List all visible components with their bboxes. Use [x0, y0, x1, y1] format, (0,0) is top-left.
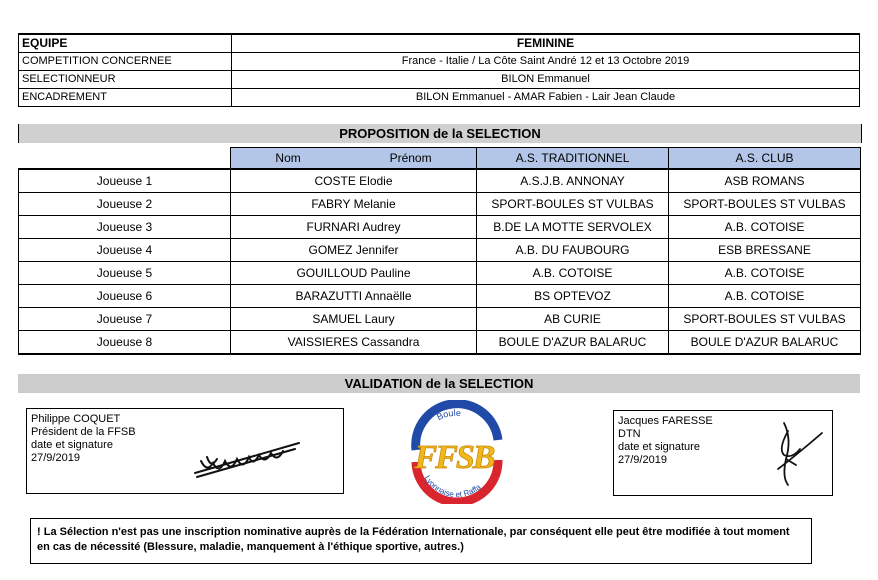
player-label: Joueuse 8: [19, 331, 231, 355]
player-label: Joueuse 7: [19, 308, 231, 331]
player-label: Joueuse 3: [19, 216, 231, 239]
player-as-trad: SPORT-BOULES ST VULBAS: [477, 193, 669, 216]
info-value-equipe: FEMININE: [232, 34, 860, 53]
signature-date: 27/9/2019: [31, 452, 80, 464]
player-label: Joueuse 1: [19, 169, 231, 193]
logo-top-text: Boule: [435, 407, 462, 423]
player-as-trad: AB CURIE: [477, 308, 669, 331]
player-as-club: SPORT-BOULES ST VULBAS: [669, 193, 861, 216]
player-as-trad: BS OPTEVOZ: [477, 285, 669, 308]
info-row-selectionneur: [19, 71, 860, 89]
player-as-trad: BOULE D'AZUR BALARUC: [477, 331, 669, 355]
header-nom: Nom: [275, 151, 301, 165]
signatory-name: Philippe COQUET: [31, 413, 121, 425]
player-name: COSTE Elodie: [231, 169, 477, 193]
signature-box-president: [26, 408, 344, 494]
header-prenom: Prénom: [389, 151, 432, 165]
table-row: [19, 262, 861, 285]
logo-main-text: FFSB: [414, 439, 494, 476]
team-info-table: [18, 33, 860, 107]
player-as-club: A.B. COTOISE: [669, 216, 861, 239]
proposition-title: PROPOSITION de la SELECTION: [18, 124, 862, 143]
logo-bottom-text: Lyonnaise et Raffa: [422, 473, 483, 500]
signature-date: 27/9/2019: [618, 454, 667, 466]
selection-table: [18, 147, 861, 355]
signatory-role: DTN: [618, 428, 641, 440]
info-label-competition: COMPETITION CONCERNEE: [19, 53, 232, 71]
table-row: [19, 308, 861, 331]
handwritten-signature: [187, 433, 307, 483]
table-row: [19, 285, 861, 308]
player-name: VAISSIERES Cassandra: [231, 331, 477, 355]
info-row-equipe: [19, 34, 860, 53]
header-as-club: A.S. CLUB: [669, 148, 861, 170]
player-as-club: SPORT-BOULES ST VULBAS: [669, 308, 861, 331]
player-as-club: ESB BRESSANE: [669, 239, 861, 262]
validation-title: VALIDATION de la SELECTION: [18, 374, 860, 393]
player-name: FABRY Melanie: [231, 193, 477, 216]
info-label-encadrement: ENCADREMENT: [19, 89, 232, 107]
info-label-equipe: EQUIPE: [19, 34, 232, 53]
info-value-competition: France - Italie / La Côte Saint André 12 et 13 Octobre 2019: [232, 53, 860, 71]
info-value-selectionneur: BILON Emmanuel: [232, 71, 860, 89]
player-name: FURNARI Audrey: [231, 216, 477, 239]
table-row: [19, 216, 861, 239]
player-as-club: A.B. COTOISE: [669, 262, 861, 285]
info-row-competition: [19, 53, 860, 71]
ffsb-logo: [390, 400, 520, 504]
player-label: Joueuse 4: [19, 239, 231, 262]
player-as-trad: A.B. DU FAUBOURG: [477, 239, 669, 262]
selection-header-row: [19, 148, 861, 170]
signatory-name: Jacques FARESSE: [618, 415, 713, 427]
header-nom-prenom: [231, 148, 477, 170]
player-label: Joueuse 2: [19, 193, 231, 216]
signatory-role: Président de la FFSB: [31, 426, 136, 438]
header-as-traditionnel: A.S. TRADITIONNEL: [477, 148, 669, 170]
table-row: [19, 193, 861, 216]
player-as-trad: A.S.J.B. ANNONAY: [477, 169, 669, 193]
player-as-trad: B.DE LA MOTTE SERVOLEX: [477, 216, 669, 239]
player-as-club: ASB ROMANS: [669, 169, 861, 193]
table-row: [19, 331, 861, 355]
signature-caption: date et signature: [618, 441, 700, 453]
player-as-club: BOULE D'AZUR BALARUC: [669, 331, 861, 355]
player-as-club: A.B. COTOISE: [669, 285, 861, 308]
player-as-trad: A.B. COTOISE: [477, 262, 669, 285]
player-name: GOUILLOUD Pauline: [231, 262, 477, 285]
table-row: [19, 239, 861, 262]
player-label: Joueuse 6: [19, 285, 231, 308]
handwritten-signature: [764, 419, 828, 489]
table-row: [19, 169, 861, 193]
signature-caption: date et signature: [31, 439, 113, 451]
notice-text: ! La Sélection n'est pas une inscription nominative auprès de la Fédération Internationale, par conséquent elle peut être modifiée à tout moment en cas de nécessité (Blessure, maladie, manquement à l'éthique sportive, autres.): [30, 518, 812, 564]
player-label: Joueuse 5: [19, 262, 231, 285]
player-name: BARAZUTTI Annaëlle: [231, 285, 477, 308]
header-blank: [19, 148, 231, 170]
info-label-selectionneur: SELECTIONNEUR: [19, 71, 232, 89]
info-value-encadrement: BILON Emmanuel - AMAR Fabien - Lair Jean Claude: [232, 89, 860, 107]
player-name: GOMEZ Jennifer: [231, 239, 477, 262]
info-row-encadrement: [19, 89, 860, 107]
player-name: SAMUEL Laury: [231, 308, 477, 331]
signature-box-dtn: [613, 410, 833, 496]
